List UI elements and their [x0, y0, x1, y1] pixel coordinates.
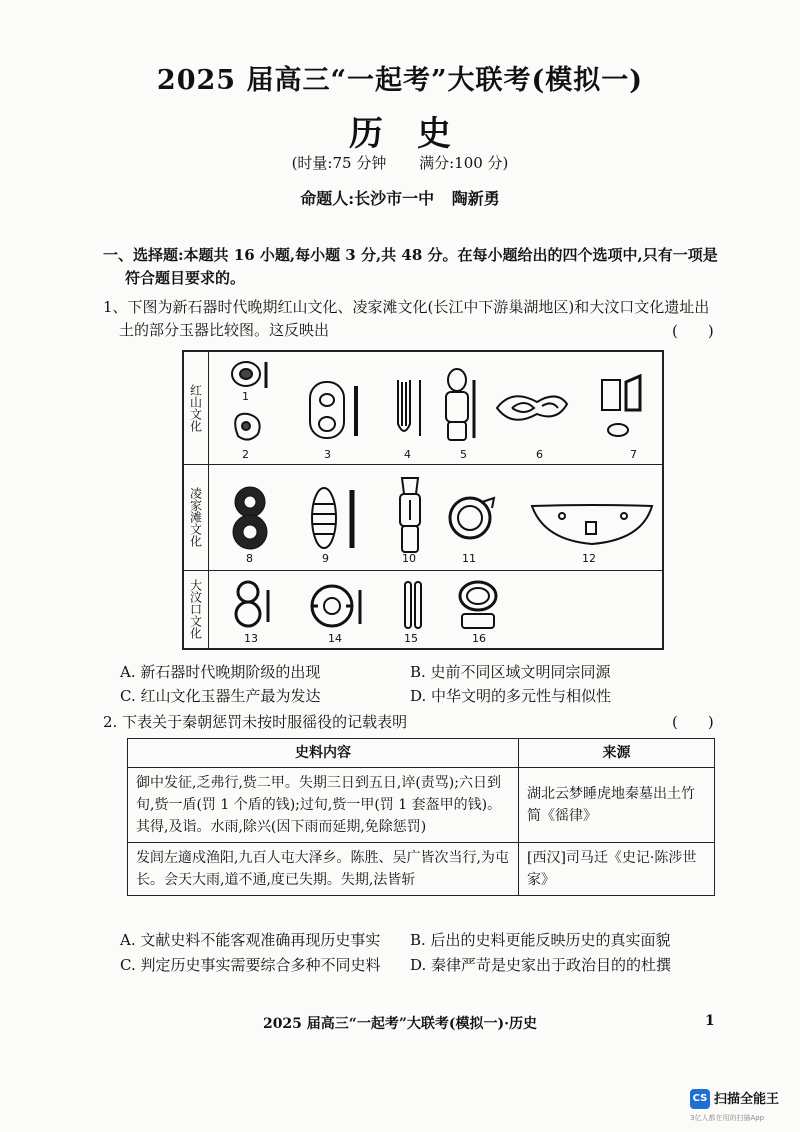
- q2-option-c[interactable]: C. 判定历史事实需要综合多种不同史料: [120, 956, 381, 974]
- q1-answer-paren: ( ): [672, 322, 714, 340]
- table-row: [128, 843, 715, 896]
- hongshan-artifacts: [212, 352, 662, 464]
- row-source: [西汉]司马迁《史记·陈涉世家》: [519, 843, 715, 896]
- q2-stem: 2. 下表关于秦朝惩罚未按时服徭役的记载表明: [103, 713, 408, 731]
- artifact-number: 4: [404, 448, 411, 461]
- page-footer: 2025 届高三“一起考”大联考(模拟一)·历史: [262, 1016, 538, 1032]
- author-label: 命题人:长沙市一中: [300, 189, 435, 208]
- figure-row-lingjiatan: [184, 464, 662, 571]
- author-name: 陶新勇: [451, 189, 500, 208]
- artifact-number: 14: [328, 632, 342, 645]
- time-limit: (时量:75 分钟: [291, 154, 387, 172]
- table-row: [128, 768, 715, 843]
- subject-title: 历史: [349, 114, 485, 154]
- artifact-number: 7: [630, 448, 637, 461]
- artifact-number: 16: [472, 632, 486, 645]
- artifact-4: [398, 380, 420, 436]
- section-heading-line2: 符合题目要求的。: [125, 269, 246, 287]
- full-score: 满分:100 分): [419, 154, 509, 172]
- artifact-13: [236, 582, 268, 626]
- artifact-number: 12: [582, 552, 596, 565]
- watermark-name: 扫描全能王: [714, 1092, 780, 1107]
- artifact-number: 6: [536, 448, 543, 461]
- artifact-3: [310, 382, 356, 438]
- q2-option-d[interactable]: D. 秦律严苛是史家出于政治目的的杜撰: [410, 956, 672, 974]
- page-number: 1: [705, 1013, 715, 1029]
- artifact-12: [532, 505, 652, 544]
- exam-author: [0, 186, 800, 209]
- artifact-number: 5: [460, 448, 467, 461]
- q2-source-table: [127, 738, 715, 896]
- row-label-dawenkou: 大汶口文化: [184, 570, 209, 648]
- q2-option-a[interactable]: A. 文献史料不能客观准确再现历史事实: [120, 931, 381, 949]
- watermark-tagline: 3亿人都在用的扫描App: [690, 1114, 765, 1122]
- jade-comparison-figure: [182, 350, 664, 650]
- camscanner-logo-icon: CS: [690, 1089, 710, 1109]
- artifact-number: 8: [246, 552, 253, 565]
- q2-option-b[interactable]: B. 后出的史料更能反映历史的真实面貌: [410, 931, 671, 949]
- q1-stem-line2: 土的部分玉器比较图。这反映出: [119, 321, 330, 339]
- section-heading: [103, 244, 723, 290]
- q1-option-c[interactable]: C. 红山文化玉器生产最为发达: [120, 687, 321, 705]
- section-heading-line1: 一、选择题:本题共 16 小题,每小题 3 分,共 48 分。在每小题给出的四个选项中,只有一项是: [103, 246, 718, 264]
- row-content: 发闾左適戍渔阳,九百人屯大泽乡。陈胜、吴广皆次当行,为屯长。会天大雨,道不通,度已失期。失期,法皆斩: [128, 843, 519, 896]
- exam-title: 2025 届高三“一起考”大联考(模拟一): [156, 65, 644, 96]
- artifact-number: 13: [244, 632, 258, 645]
- q1-stem-line1: 1、下图为新石器时代晚期红山文化、凌家滩文化(长江中下游巢湖地区)和大汶口文化遗址出: [103, 298, 710, 316]
- artifact-14: [312, 586, 360, 626]
- artifact-number: 3: [324, 448, 331, 461]
- artifact-15: [405, 582, 421, 628]
- artifact-11: [450, 498, 494, 538]
- q1-option-b[interactable]: B. 史前不同区域文明同宗同源: [410, 663, 611, 681]
- artifact-10: [400, 478, 420, 552]
- artifact-number: 9: [322, 552, 329, 565]
- artifact-16: [460, 582, 496, 628]
- table-header-row: [128, 739, 715, 768]
- row-label-lingjiatan: 凌家滩文化: [184, 464, 209, 570]
- row-source: 湖北云梦睡虎地秦墓出土竹简《徭律》: [519, 768, 715, 843]
- artifact-number: 2: [242, 448, 249, 461]
- q2-answer-paren: ( ): [672, 713, 714, 731]
- artifact-2: [235, 414, 259, 440]
- artifact-9: [312, 488, 352, 548]
- q1-stem: [103, 296, 723, 342]
- figure-row-hongshan: [184, 352, 662, 465]
- row-content: 御中发征,乏弗行,赀二甲。失期三日到五日,谇(责骂);六日到旬,赀一盾(罚 1 个盾的钱);过旬,赀一甲(罚 1 套盔甲的钱)。其得,及诣。水雨,除兴(因下雨而延期,免除惩罚): [128, 768, 519, 843]
- dawenkou-artifacts: [212, 570, 662, 648]
- header-source: 来源: [519, 739, 715, 768]
- artifact-number: 1: [242, 390, 249, 403]
- row-label-hongshan: 红山文化: [184, 352, 209, 464]
- artifact-8: [233, 487, 267, 549]
- artifact-number: 15: [404, 632, 418, 645]
- header-content: 史料内容: [128, 739, 519, 768]
- figure-row-dawenkou: [184, 570, 662, 648]
- artifact-number: 10: [402, 552, 416, 565]
- artifact-6: [497, 396, 567, 420]
- q1-option-a[interactable]: A. 新石器时代晚期阶级的出现: [120, 663, 321, 681]
- artifact-5: [446, 369, 474, 440]
- scanner-watermark: [690, 1085, 800, 1132]
- artifact-number: 11: [462, 552, 476, 565]
- exam-timing: [0, 152, 800, 173]
- q1-option-d[interactable]: D. 中华文明的多元性与相似性: [410, 687, 612, 705]
- artifact-1: [232, 362, 266, 388]
- artifact-7: [602, 376, 640, 436]
